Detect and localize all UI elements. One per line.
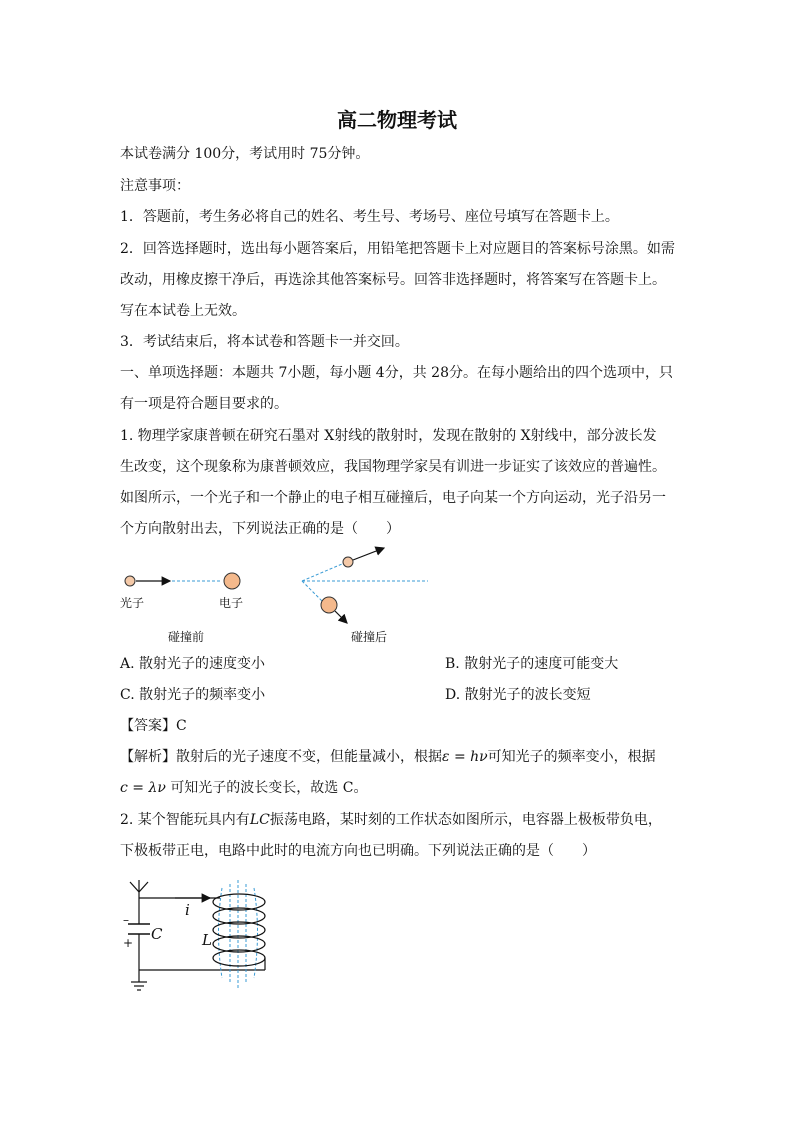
analysis-tag: 【解析】	[120, 749, 176, 765]
q1-option-c[interactable]: C. 散射光子的频率变小	[120, 687, 266, 703]
current-label: i	[185, 901, 190, 919]
q2-lc: LC	[249, 812, 270, 828]
q1-stem-line-1: 1. 物理学家康普顿在研究石墨对 X射线的散射时，发现在散射的 X射线中，部分波长发	[120, 428, 657, 444]
q2-text-a: 2. 某个智能玩具内有	[120, 812, 250, 828]
q2-stem-line-2: 下极板带正电，电路中此时的电流方向也已明确。下列说法正确的是（ ）	[120, 843, 596, 859]
formula-wave: c = λν	[120, 780, 166, 796]
notes-heading: 注意事项：	[120, 178, 190, 194]
scattered-photon-arrow	[353, 548, 384, 560]
capacitor-label: C	[151, 925, 163, 943]
q2-text-b: 振荡电路，某时刻的工作状态如图所示，电容器上极板带负电，	[269, 812, 662, 828]
compton-figure	[110, 540, 440, 650]
q1-stem-line-2: 生改变，这个现象称为康普顿效应，我国物理学家吴有训进一步证实了该效应的普遍性。	[120, 459, 666, 475]
capacitor-minus-sign: –	[123, 913, 129, 927]
page-title: 高二物理考试	[337, 108, 457, 132]
q1-stem-line-4: 个方向散射出去，下列说法正确的是（ ）	[120, 521, 400, 537]
note-3: 3．考试结束后，将本试卷和答题卡一并交回。	[120, 334, 409, 350]
formula-energy: ε = hν	[442, 749, 488, 765]
note-2-end: 写在本试卷上无效。	[120, 303, 246, 319]
q1-analysis-line-2	[120, 779, 367, 797]
analysis-text-3: 可知光子的波长变长，故选 C。	[170, 780, 368, 796]
photon-before	[125, 576, 135, 586]
note-2-cont: 改动，用橡皮擦干净后，再选涂其他答案标号。回答非选择题时，将答案写在答题卡上。	[120, 272, 666, 288]
inductor-label: L	[202, 931, 212, 949]
q1-analysis-line-1	[120, 748, 656, 766]
photon-label: 光子	[120, 596, 145, 610]
electron-before	[224, 573, 240, 589]
photon-after	[343, 557, 353, 567]
recoil-electron-path	[302, 581, 322, 601]
analysis-text-1: 散射后的光子速度不变，但能量减小，根据	[176, 749, 442, 765]
q1-stem-line-3: 如图所示，一个光子和一个静止的电子相互碰撞后，电子向某一个方向运动，光子沿另一	[120, 490, 666, 506]
after-collision-label: 碰撞后	[351, 630, 388, 644]
recoil-electron-arrow	[335, 611, 347, 623]
before-collision-label: 碰撞前	[168, 630, 205, 644]
q2-stem-line-1	[120, 811, 662, 829]
note-2: 2．回答选择题时，选出每小题答案后，用铅笔把答题卡上对应题目的答案标号涂黑。如需	[120, 241, 675, 257]
capacitor-plus-sign: +	[123, 936, 134, 950]
section-1-heading-cont: 有一项是符合题目要求的。	[120, 396, 288, 412]
q1-answer: 【答案】C	[120, 718, 187, 734]
analysis-text-2: 可知光子的频率变小，根据	[487, 749, 656, 765]
q1-option-d[interactable]: D. 散射光子的波长变短	[445, 687, 591, 703]
electron-after	[321, 597, 337, 613]
q1-option-b[interactable]: B. 散射光子的速度可能变大	[445, 656, 619, 672]
note-1: 1．答题前，考生务必将自己的姓名、考生号、考场号、座位号填写在答题卡上。	[120, 209, 619, 225]
exam-intro: 本试卷满分 100分，考试用时 75分钟。	[120, 146, 370, 162]
scattered-photon-path	[302, 564, 342, 581]
lc-circuit-figure	[115, 872, 285, 1002]
electron-label: 电子	[219, 596, 244, 610]
section-1-heading: 一、单项选择题：本题共 7小题，每小题 4分，共 28分。在每小题给出的四个选项中，只	[120, 365, 673, 381]
q1-option-a[interactable]: A. 散射光子的速度变小	[120, 656, 266, 672]
